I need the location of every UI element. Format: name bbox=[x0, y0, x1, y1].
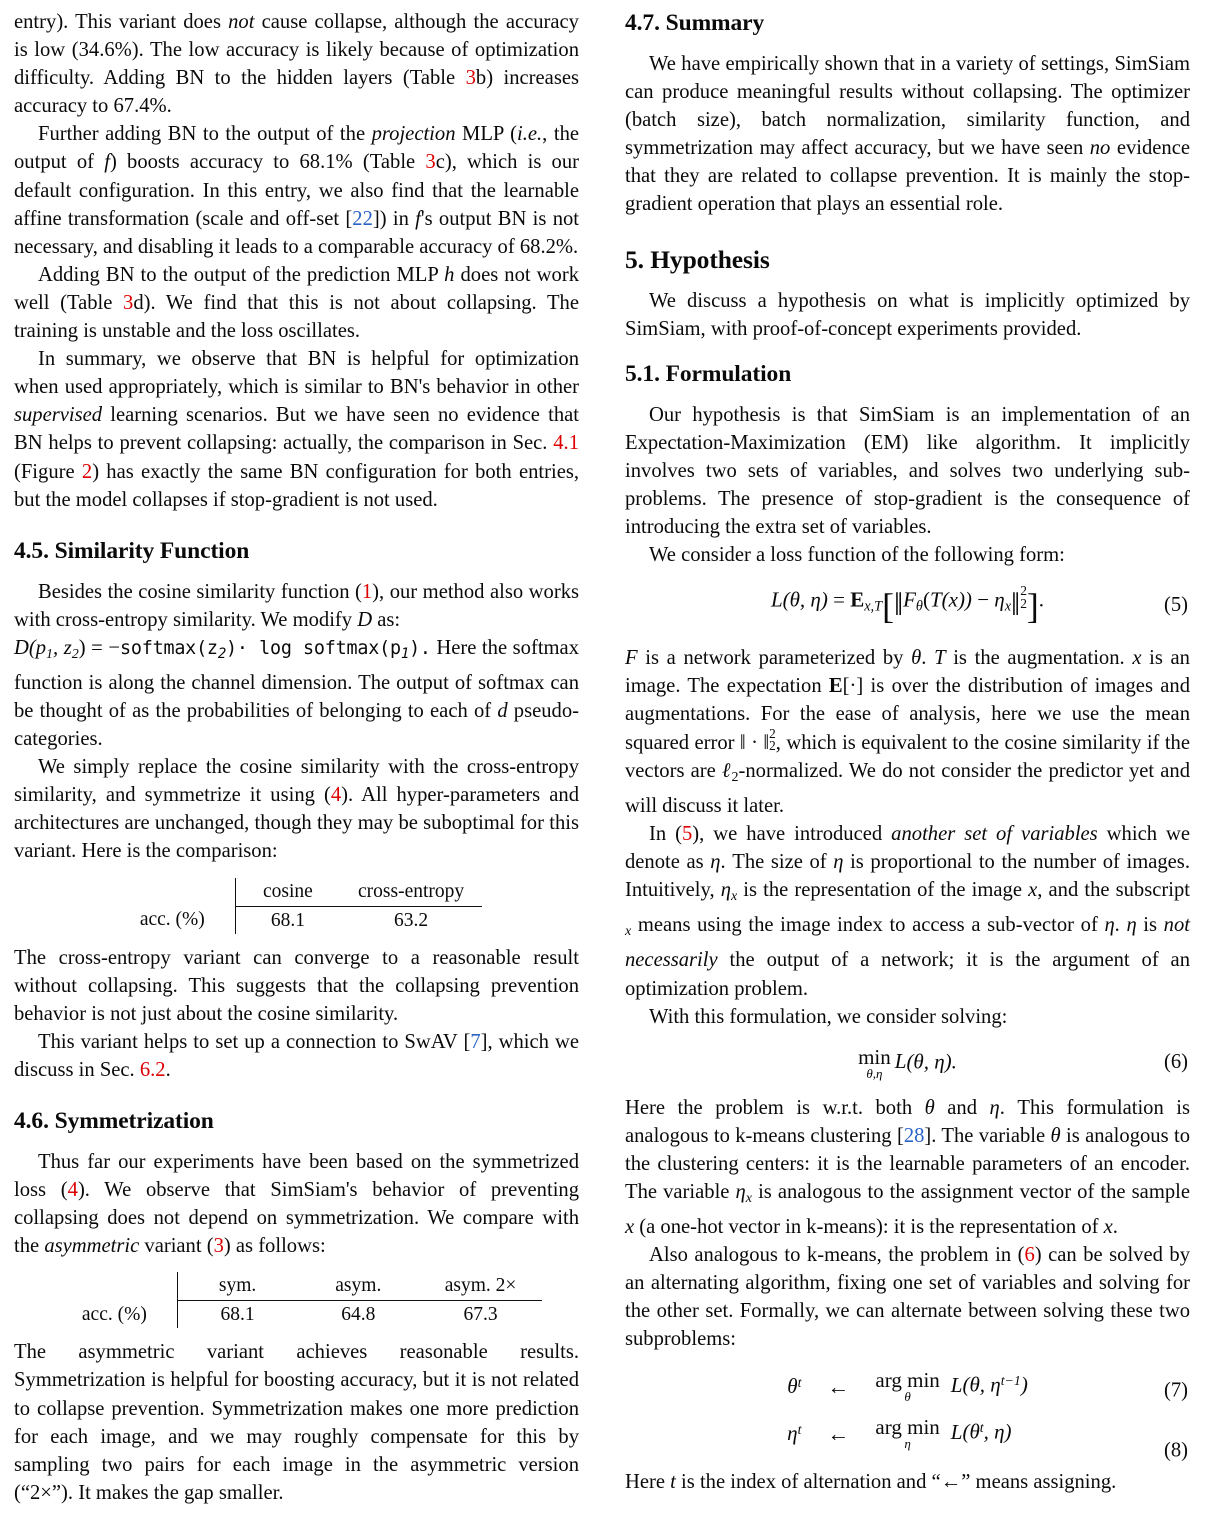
math-theta: θ bbox=[1050, 1124, 1061, 1147]
equation-reference-link[interactable]: 4 bbox=[330, 784, 342, 807]
math-eta: η bbox=[735, 1180, 746, 1203]
text-run: does not work well (Table bbox=[14, 263, 579, 314]
math-run: ( bbox=[922, 587, 930, 612]
text-run: (a one-hot vector in k-means): it is the representation of bbox=[634, 1216, 1104, 1238]
math-f: f bbox=[104, 151, 110, 174]
text-run: We simply replace the cosine similarity with the cross-entropy similarity, and symmetrize it using ( bbox=[14, 756, 579, 807]
text-run: ]) in bbox=[372, 207, 416, 230]
equation-6-body bbox=[858, 1044, 957, 1081]
table-cell-asym-2x-acc: 67.3 bbox=[463, 1304, 498, 1326]
math-eta: η bbox=[787, 1421, 798, 1446]
table-header-cross-entropy: cross-entropy bbox=[340, 878, 482, 907]
text-run: is the index of alternation and “←” means assigning. bbox=[675, 1470, 1117, 1493]
spacer bbox=[14, 1136, 579, 1148]
spacer bbox=[625, 275, 1190, 287]
equation-8-lhs bbox=[787, 1410, 827, 1457]
math-argmin-subscript: θ bbox=[904, 1389, 911, 1405]
math-eta: η bbox=[720, 879, 731, 902]
citation-link[interactable]: 28 bbox=[903, 1124, 925, 1147]
math-superscript-t: t bbox=[797, 1422, 802, 1438]
math-run: , η) bbox=[983, 1419, 1012, 1444]
paragraph-kmeans-analogy bbox=[625, 1094, 1190, 1241]
paragraph-network-definitions bbox=[625, 644, 1190, 821]
paragraph-summary bbox=[625, 50, 1190, 219]
math-superscript: 2 bbox=[1020, 583, 1027, 599]
table-row-label-accuracy: acc. (%) bbox=[110, 906, 235, 934]
math-subscript: x bbox=[745, 1190, 752, 1206]
text-run: Here bbox=[625, 1470, 671, 1493]
text-run: Also analogous to k-means, the problem in ( bbox=[649, 1244, 1025, 1267]
heading-4-6-symmetrization: 4.6. Symmetrization bbox=[14, 1108, 214, 1135]
heading-4-7-summary: 4.7. Summary bbox=[625, 10, 765, 36]
equation-7-row bbox=[787, 1363, 1028, 1410]
paragraph-loss-function-intro: We consider a loss function of the following form: bbox=[649, 544, 1065, 567]
emphasis-supervised: supervised bbox=[14, 404, 103, 427]
equation-7-number: (7) bbox=[1163, 1379, 1188, 1402]
right-column bbox=[625, 8, 1190, 1496]
math-min-operator bbox=[858, 1044, 891, 1081]
math-subscript-T: T bbox=[874, 598, 883, 615]
math-period: . bbox=[1038, 587, 1045, 612]
equation-5-number: (5) bbox=[1163, 594, 1188, 617]
code-run: (p bbox=[379, 637, 401, 659]
text-run: Further adding BN to the output of the bbox=[38, 123, 372, 146]
math-run: ) bbox=[1020, 1372, 1028, 1397]
text-run: ). We observe that SimSiam's behavior of preventing collapsing does not depend on symmetrization. We compare with the bbox=[14, 1179, 580, 1258]
text-run: MLP ( bbox=[455, 123, 517, 146]
math-calligraphic-T: T bbox=[934, 646, 946, 669]
text-run: ]. The variable bbox=[924, 1124, 1051, 1147]
math-subscript: x bbox=[730, 889, 738, 905]
text-run: and bbox=[934, 1096, 990, 1119]
text-run: as: bbox=[372, 608, 401, 631]
equation-7-lhs bbox=[787, 1363, 827, 1410]
math-superscript-t: t bbox=[797, 1375, 802, 1391]
text-run: . bbox=[1112, 1216, 1118, 1238]
math-calligraphic-L: L bbox=[950, 1372, 963, 1397]
math-calligraphic-L: L bbox=[950, 1419, 963, 1444]
math-argmin: arg min bbox=[875, 1368, 940, 1393]
table-reference-link[interactable]: 3 bbox=[425, 151, 436, 174]
math-calligraphic-T: T bbox=[929, 587, 942, 612]
paragraph-alternating-algorithm bbox=[625, 1241, 1190, 1353]
equation-8-arrow: ← bbox=[827, 1420, 850, 1446]
text-run: ) can be solved by an alternating algorithm, fixing one set of variables and solving for the other set. Formally, we can alternate between solving these two subproblems: bbox=[625, 1244, 1191, 1351]
text-run: ) boosts accuracy to 68.1% (Table bbox=[109, 151, 426, 174]
math-eta: η bbox=[994, 587, 1005, 612]
math-subscript-x: x bbox=[625, 924, 632, 940]
text-run: ), we have introduced bbox=[692, 823, 892, 846]
paragraph-cross-entropy-similarity bbox=[14, 578, 579, 753]
math-bracket-close: ] bbox=[1026, 586, 1039, 627]
emphasis-another-set: another set of variables bbox=[891, 823, 1098, 846]
spacer bbox=[625, 219, 1190, 245]
text-run: ) as follows: bbox=[223, 1235, 326, 1258]
emphasis-not-necessarily: not necessarily bbox=[625, 914, 1190, 972]
text-run: entry). This variant does bbox=[14, 11, 229, 33]
math-subscript-theta: θ bbox=[915, 598, 923, 615]
text-run: . bbox=[1114, 914, 1127, 937]
citation-link[interactable]: 22 bbox=[352, 207, 373, 230]
spacer bbox=[625, 38, 1190, 50]
text-run: [·] is over the distribution of images and augmentations. For the ease of analysis, here we use the mean squared error ‖ · ‖ bbox=[625, 674, 1190, 754]
text-run: cause collapse, although the accuracy is low (34.6%). The low accuracy is likely because of optimization difficulty. Adding BN to the hidden layers (Table bbox=[14, 11, 579, 90]
math-bracket-open: [ bbox=[882, 586, 894, 627]
text-run: ), our method also works with cross-entropy similarity. We modify bbox=[14, 580, 579, 631]
table-cell-asym-acc: 64.8 bbox=[341, 1304, 376, 1326]
heading-5-hypothesis: 5. Hypothesis bbox=[625, 244, 770, 274]
equation-6 bbox=[625, 1044, 1190, 1081]
equation-reference-link[interactable]: 6 bbox=[1024, 1244, 1035, 1267]
table-row bbox=[52, 1301, 542, 1329]
text-run: ) has exactly the same BN configuration for both entries, but the model collapses if stop-gradient is not used. bbox=[14, 460, 579, 511]
math-h: h bbox=[444, 263, 455, 286]
code-subscript: 1 bbox=[400, 645, 410, 662]
math-theta: θ bbox=[787, 1374, 798, 1399]
figure-reference-link[interactable]: 2 bbox=[81, 460, 93, 483]
text-run: is proportional to the number of images. Intuitively, bbox=[625, 851, 1190, 902]
paragraph-hypothesis-intro: We discuss a hypothesis on what is implicitly optimized by SimSiam, with proof-of-concept experiments provided. bbox=[625, 289, 1190, 340]
text-run: , and the subscript bbox=[1037, 879, 1190, 902]
code-subscript: 2 bbox=[217, 645, 227, 662]
math-min: min bbox=[858, 1044, 891, 1069]
code-run: (z bbox=[196, 637, 218, 659]
math-x: x bbox=[625, 1216, 635, 1238]
math-d: d bbox=[497, 699, 508, 722]
text-run: evidence that they are related to collapse prevention. It is mainly the stop-gradient operation that plays an essential role. bbox=[625, 137, 1190, 216]
math-subscript: x, bbox=[864, 598, 875, 615]
text-run: Besides the cosine similarity function ( bbox=[38, 580, 362, 603]
math-run: (θ, η) bbox=[782, 587, 828, 612]
spacer bbox=[14, 1084, 579, 1106]
table-row-label-accuracy: acc. (%) bbox=[52, 1301, 177, 1329]
math-subscript: 1 bbox=[46, 646, 54, 662]
paragraph-em-algorithm: Our hypothesis is that SimSiam is an implementation of an Expectation-Maximization (EM) like algorithm. It implicitly involves two sets of variables, and solves two underlying sub-problems. The presence of stop-gradient is the consequence of introducing the extra set of variables. bbox=[625, 403, 1190, 539]
paragraph-alternation-index bbox=[625, 1468, 1190, 1496]
math-calligraphic-L: L bbox=[770, 587, 783, 612]
table-header-asym-2x: asym. 2× bbox=[419, 1272, 542, 1301]
paragraph-cross-entropy-converge: The cross-entropy variant can converge to a reasonable result without collapsing. This suggests that the collapsing prevention behavior is not just about the cosine similarity. bbox=[14, 946, 579, 1025]
math-subscript: 2 bbox=[71, 646, 79, 662]
math-norm-exponents bbox=[769, 725, 776, 754]
text-run: b) increases accuracy to 67.4%. bbox=[14, 67, 579, 118]
math-norm-exponents bbox=[1020, 585, 1027, 611]
table-reference-link[interactable]: 3 bbox=[465, 67, 476, 90]
text-run: pseudo-categories. bbox=[14, 699, 580, 751]
text-run: is analogous to the clustering centers: it is the learnable parameters of an encoder. The variable bbox=[625, 1124, 1190, 1203]
math-argmin-operator bbox=[875, 1370, 939, 1403]
math-run: (θ, η). bbox=[906, 1049, 957, 1074]
math-t: t bbox=[670, 1470, 676, 1493]
text-run: the output of a network; it is the argument of an optimization problem. bbox=[625, 949, 1190, 1000]
text-run: . The size of bbox=[720, 851, 834, 874]
equation-alignment-table bbox=[787, 1363, 1028, 1457]
table-reference-link[interactable]: 3 bbox=[123, 291, 134, 314]
text-run: Here the softmax function is along the channel dimension. The output of softmax can be thought of as the probabilities of belonging to each of bbox=[14, 636, 579, 722]
equation-8-row bbox=[787, 1410, 1028, 1457]
math-eta: η bbox=[1126, 914, 1137, 937]
math-blackboard-E: E bbox=[828, 674, 843, 697]
heading-4-5-similarity-function: 4.5. Similarity Function bbox=[14, 537, 250, 564]
text-run: is a network parameterized by bbox=[637, 646, 912, 669]
paragraph-bn-hidden-layers bbox=[14, 8, 579, 120]
table-row bbox=[110, 906, 482, 934]
paragraph-swav-connection bbox=[14, 1028, 579, 1084]
math-subscript: x bbox=[1004, 598, 1012, 615]
text-run: We have empirically shown that in a variety of settings, SimSiam can produce meaningful results without collapsing. The optimizer (batch size), batch normalization, similarity function, and symmetrization may affect accuracy, but we have seen bbox=[625, 53, 1190, 160]
equation-8-number: (8) bbox=[1163, 1439, 1188, 1462]
math-min-subscript: θ,η bbox=[866, 1065, 883, 1081]
text-run: ], which we discuss in Sec. bbox=[14, 1030, 579, 1081]
equation-7-rhs bbox=[875, 1363, 1027, 1410]
math-calligraphic-L: L bbox=[894, 1049, 907, 1074]
paragraph-asymmetric-results: The asymmetric variant achieves reasonable results. Symmetrization is helpful for boosting accuracy, but it is not related to collapse prevention. Symmetrization makes one more prediction for each image, and we may roughly compensate for this by sampling two pairs for each image in the asymmetric version (“2×”). It makes the gap smaller. bbox=[14, 1341, 579, 1504]
paragraph-replace-cosine bbox=[14, 753, 579, 865]
math-run: , z bbox=[53, 636, 72, 659]
paragraph-eta-variables bbox=[625, 820, 1190, 1002]
math-norm-open: ‖ bbox=[893, 587, 904, 624]
text-run: (Figure bbox=[14, 460, 82, 483]
math-subscript: 2 bbox=[731, 770, 739, 785]
equations-7-8-group bbox=[625, 1363, 1190, 1462]
paragraph-symmetrized-loss bbox=[14, 1148, 579, 1260]
math-calligraphic-D: D bbox=[14, 636, 29, 659]
equation-reference-link[interactable]: 4 bbox=[67, 1179, 78, 1202]
text-run: ). All hyper-parameters and architectures are unchanged, though they may be suboptimal for this variant. Here is the comparison: bbox=[14, 784, 579, 863]
emphasis-ie: i.e. bbox=[517, 123, 543, 146]
math-x: x bbox=[1103, 1216, 1113, 1238]
text-run: is bbox=[1136, 914, 1164, 937]
equation-7-arrow: ← bbox=[827, 1373, 850, 1399]
table-header-cosine: cosine bbox=[235, 878, 340, 907]
text-run: is the representation of the image bbox=[737, 879, 1029, 902]
paragraph-projection-mlp bbox=[14, 120, 579, 260]
math-x: x bbox=[1028, 879, 1038, 902]
math-calligraphic-D: D bbox=[357, 608, 373, 631]
math-superscript: t−1 bbox=[1000, 1373, 1021, 1389]
text-run: learning scenarios. But we have seen no evidence that BN helps to prevent collapsing: actually, the comparison in Sec. bbox=[14, 404, 579, 455]
table-cell-cosine-acc: 68.1 bbox=[270, 909, 305, 931]
math-theta: θ bbox=[924, 1096, 935, 1119]
math-eta: η bbox=[833, 851, 844, 874]
text-run: , the output of bbox=[14, 123, 580, 174]
math-calligraphic-F: F bbox=[625, 646, 638, 669]
equation-reference-link[interactable]: 1 bbox=[361, 580, 373, 603]
equation-reference-link[interactable]: 3 bbox=[213, 1235, 224, 1258]
code-run: ). bbox=[409, 637, 431, 659]
text-run: d). We find that this is not about collapsing. The training is unstable and the loss oscillates. bbox=[14, 291, 579, 343]
equation-5-body bbox=[771, 582, 1044, 630]
math-run: (p bbox=[28, 636, 47, 659]
math-x: x bbox=[1132, 646, 1142, 669]
math-argmin-operator bbox=[875, 1417, 939, 1450]
table-corner-cell bbox=[110, 878, 235, 907]
math-superscript: t bbox=[979, 1420, 984, 1436]
math-run: (x)) bbox=[941, 587, 972, 612]
math-superscript: 2 bbox=[769, 725, 776, 741]
spacer bbox=[14, 566, 579, 578]
heading-5-1-formulation: 5.1. Formulation bbox=[625, 360, 792, 387]
text-run: In ( bbox=[649, 823, 682, 846]
math-argmin: arg min bbox=[875, 1415, 940, 1440]
spacer bbox=[625, 343, 1190, 359]
table-similarity-function bbox=[110, 878, 579, 934]
text-run: which we denote as bbox=[625, 823, 1190, 874]
emphasis-projection: projection bbox=[371, 123, 456, 146]
emphasis-no: no bbox=[1089, 137, 1111, 160]
text-run: In summary, we observe that BN is helpful for optimization when used appropriately, which is similar to BN's behavior in other bbox=[14, 348, 579, 399]
text-run: is an image. The expectation bbox=[625, 646, 1190, 697]
math-calligraphic-F: F bbox=[903, 587, 916, 612]
text-run: . bbox=[165, 1058, 171, 1081]
text-run: This variant helps to set up a connection to SwAV [ bbox=[38, 1030, 471, 1053]
math-run: (θ, η bbox=[962, 1372, 1001, 1397]
emphasis-asymmetric: asymmetric bbox=[44, 1235, 140, 1258]
paragraph-prediction-mlp bbox=[14, 261, 579, 345]
code-run: )· log bbox=[226, 637, 303, 659]
table-symmetrization bbox=[52, 1272, 579, 1328]
equation-5 bbox=[625, 582, 1190, 630]
paragraph-consider-solving: With this formulation, we consider solving: bbox=[649, 1005, 1008, 1028]
table-header-row bbox=[110, 878, 482, 907]
code-softmax: softmax bbox=[119, 637, 197, 659]
text-run: variant ( bbox=[139, 1235, 214, 1258]
math-ell: ℓ bbox=[721, 760, 732, 783]
section-reference-link[interactable]: 4.1 bbox=[553, 432, 579, 455]
emphasis-not: not bbox=[228, 11, 255, 33]
equation-reference-link[interactable]: 5 bbox=[682, 823, 693, 846]
table-cell-cross-entropy-acc: 63.2 bbox=[394, 909, 429, 931]
math-run: ) = − bbox=[78, 636, 120, 659]
equation-8-rhs bbox=[875, 1410, 1027, 1457]
text-run: . bbox=[921, 646, 935, 669]
table-header-row bbox=[52, 1272, 542, 1301]
text-run: Thus far our experiments have been based on the symmetrized loss ( bbox=[14, 1151, 579, 1202]
spacer bbox=[625, 389, 1190, 401]
text-run: is the augmentation. bbox=[945, 646, 1133, 669]
section-reference-link[interactable]: 6.2 bbox=[139, 1058, 166, 1081]
math-eta: η bbox=[989, 1096, 1000, 1119]
text-run: Here the problem is w.r.t. both bbox=[625, 1096, 925, 1119]
math-equals: = bbox=[827, 587, 851, 612]
math-run: (θ bbox=[962, 1419, 980, 1444]
math-minus: − bbox=[971, 587, 995, 612]
text-run: c), which is our default configuration. In this entry, we also find that the learnable affine transformation (scale and off-set [ bbox=[14, 151, 580, 230]
left-column bbox=[14, 8, 579, 1507]
math-subscript: 2 bbox=[769, 738, 776, 754]
math-eta: η bbox=[710, 851, 721, 874]
text-run: -normalized. We do not consider the predictor yet and will discuss it later. bbox=[625, 760, 1190, 818]
citation-link[interactable]: 7 bbox=[470, 1030, 481, 1053]
table-corner-cell bbox=[52, 1272, 177, 1301]
math-subscript: 2 bbox=[1020, 596, 1027, 612]
table-header-asym: asym. bbox=[297, 1272, 419, 1301]
text-run: Adding BN to the output of the prediction MLP bbox=[38, 263, 445, 286]
code-softmax: softmax bbox=[302, 637, 380, 659]
table-header-sym: sym. bbox=[177, 1272, 297, 1301]
spacer bbox=[14, 514, 579, 536]
table-cell-sym-acc: 68.1 bbox=[220, 1304, 255, 1326]
text-run: . This formulation is analogous to k-means clustering [ bbox=[625, 1096, 1191, 1147]
text-run: 's output BN is not necessary, and disabling it leads to a comparable accuracy of 68.2%. bbox=[14, 207, 580, 258]
math-theta: θ bbox=[911, 646, 922, 669]
math-norm-close: ‖ bbox=[1011, 587, 1021, 624]
text-run: is analogous to the assignment vector of the sample bbox=[751, 1180, 1190, 1203]
text-run: means using the image index to access a sub-vector of bbox=[631, 914, 1105, 937]
math-argmin-subscript: η bbox=[904, 1436, 911, 1452]
math-blackboard-E: E bbox=[850, 587, 865, 612]
text-run: , which is equivalent to the cosine similarity if the vectors are bbox=[625, 731, 1190, 783]
paragraph-bn-summary bbox=[14, 345, 579, 514]
math-eta: η bbox=[1104, 914, 1115, 937]
equation-6-number: (6) bbox=[1163, 1051, 1188, 1074]
math-f: f bbox=[415, 207, 421, 230]
